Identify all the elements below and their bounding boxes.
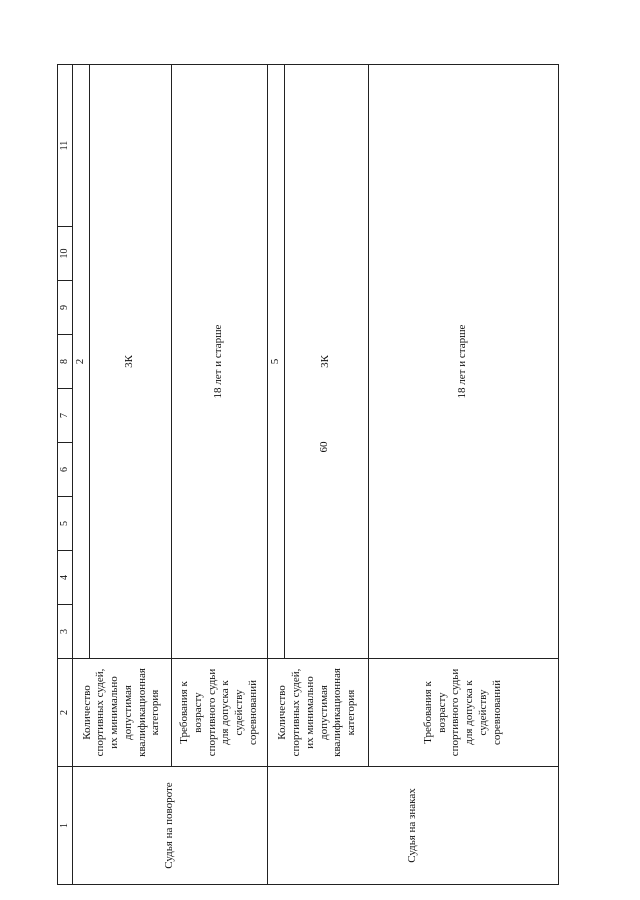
column-header: 7	[58, 389, 73, 443]
table-row	[171, 65, 267, 885]
judge-role-cell: Судья на повороте	[73, 767, 268, 885]
column-number-row	[58, 65, 73, 885]
rotated-sheet	[57, 65, 637, 885]
column-header: 9	[58, 281, 73, 335]
column-header: 4	[58, 551, 73, 605]
row-label-cell: Требования к возрасту спортивного судьи для допуска к судейству соревнований	[368, 659, 558, 767]
column-header: 3	[58, 605, 73, 659]
column-header: 6	[58, 443, 73, 497]
judges-requirements-table	[57, 64, 559, 885]
column-header: 5	[58, 497, 73, 551]
row-label-cell: Количество спортивных судей, их минимально допустимая квалификационная категория	[73, 659, 172, 767]
column-header: 8	[58, 335, 73, 389]
column-header: 2	[58, 659, 73, 767]
judge-role-cell: Судья на знаках	[267, 767, 558, 885]
row-label-cell: Требования к возрасту спортивного судьи для допуска к судейству соревнований	[171, 659, 267, 767]
age-requirement-cell: 18 лет и старше	[368, 65, 558, 659]
category-cell: 3К	[284, 65, 368, 659]
table-container	[57, 65, 637, 885]
age-requirement-cell: 18 лет и старше	[171, 65, 267, 659]
table-row	[368, 65, 558, 885]
judge-count-cell: 2	[73, 65, 90, 659]
category-cell: 3К	[89, 65, 171, 659]
judge-count-cell: 5	[267, 65, 284, 659]
column-header: 11	[58, 65, 73, 227]
page-number: 60	[318, 441, 330, 453]
table-row	[73, 65, 90, 885]
column-header: 1	[58, 767, 73, 885]
column-header: 10	[58, 227, 73, 281]
row-label-cell: Количество спортивных судей, их минимально допустимая квалификационная категория	[267, 659, 368, 767]
table-row	[267, 65, 284, 885]
